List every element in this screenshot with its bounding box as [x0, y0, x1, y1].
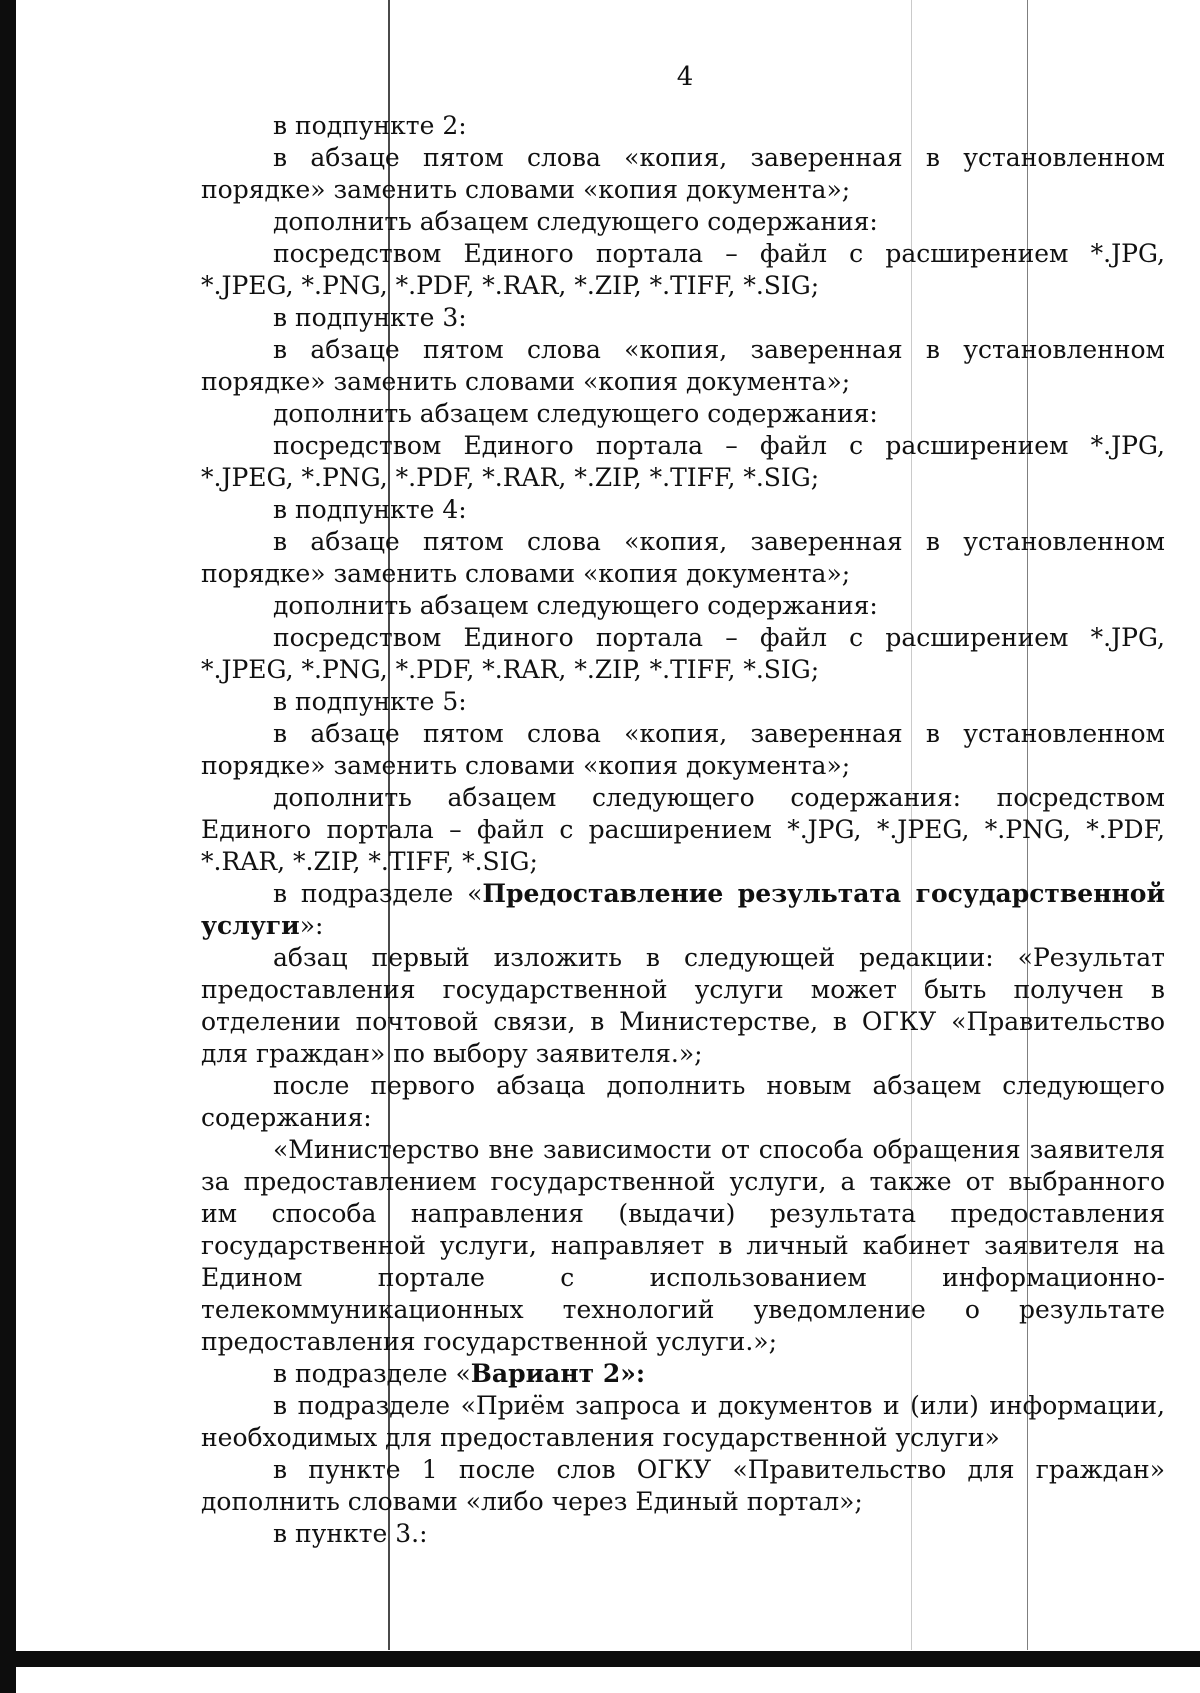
subsection-title: Предоставление результата государственной услуги [201, 879, 1166, 940]
paragraph [201, 878, 1165, 942]
paragraph: в пункте 3.: [273, 1519, 428, 1548]
paragraph-prefix: в подразделе « [273, 879, 483, 908]
paragraph: посредством Единого портала – файл с расширением *.JPG, *.JPEG, *.PNG, *.PDF, *.RAR, *.ZIP, *.TIFF, *.SIG; [201, 431, 1165, 492]
paragraph: в пункте 1 после слов ОГКУ «Правительство для граждан» дополнить словами «либо через Единый портал»; [201, 1455, 1165, 1516]
paragraph: в подразделе «Приём запроса и документов и (или) информации, необходимых для предоставления государственной услуги» [201, 1391, 1165, 1452]
paragraph: «Министерство вне зависимости от способа обращения заявителя за предоставлением государственной услуги, а также от выбранного им способа направления (выдачи) результата предоставления государственной услуги, направляет в личный кабинет заявителя на Едином портале с использованием информационно-телекоммуникационных технологий уведомление о результате предоставления государственной услуги.»; [201, 1135, 1165, 1356]
document-body [201, 110, 1165, 1550]
paragraph [201, 1358, 1165, 1390]
paragraph: в абзаце пятом слова «копия, заверенная в установленном порядке» заменить словами «копия документа»; [201, 719, 1165, 780]
paragraph: в подпункте 2: [273, 111, 467, 140]
scan-border-left [0, 0, 16, 1693]
paragraph: в подпункте 3: [273, 303, 467, 332]
paragraph: абзац первый изложить в следующей редакции: «Результат предоставления государственной услуги может быть получен в отделении почтовой связи, в Министерстве, в ОГКУ «Правительство для граждан» по выбору заявителя.»; [201, 943, 1165, 1068]
paragraph: в абзаце пятом слова «копия, заверенная в установленном порядке» заменить словами «копия документа»; [201, 335, 1165, 396]
paragraph: посредством Единого портала – файл с расширением *.JPG, *.JPEG, *.PNG, *.PDF, *.RAR, *.ZIP, *.TIFF, *.SIG; [201, 623, 1165, 684]
subsection-title: Вариант 2»: [470, 1359, 646, 1388]
paragraph: в подпункте 5: [273, 687, 467, 716]
paragraph: в подпункте 4: [273, 495, 467, 524]
paragraph-prefix: в подразделе « [273, 1359, 471, 1388]
paragraph: в абзаце пятом слова «копия, заверенная в установленном порядке» заменить словами «копия документа»; [201, 527, 1165, 588]
paragraph: дополнить абзацем следующего содержания: [273, 399, 878, 428]
scan-border-bottom [0, 1651, 1200, 1667]
paragraph: в абзаце пятом слова «копия, заверенная в установленном порядке» заменить словами «копия документа»; [201, 143, 1165, 204]
page-number: 4 [676, 62, 694, 92]
paragraph: дополнить абзацем следующего содержания: [273, 207, 878, 236]
paragraph: после первого абзаца дополнить новым абзацем следующего содержания: [201, 1071, 1165, 1132]
paragraph: дополнить абзацем следующего содержания: [273, 591, 878, 620]
paragraph: посредством Единого портала – файл с расширением *.JPG, *.JPEG, *.PNG, *.PDF, *.RAR, *.ZIP, *.TIFF, *.SIG; [201, 239, 1165, 300]
paragraph: дополнить абзацем следующего содержания: посредством Единого портала – файл с расширением *.JPG, *.JPEG, *.PNG, *.PDF, *.RAR, *.ZIP, *.TIFF, *.SIG; [201, 783, 1165, 876]
paragraph-suffix: »: [299, 911, 324, 940]
